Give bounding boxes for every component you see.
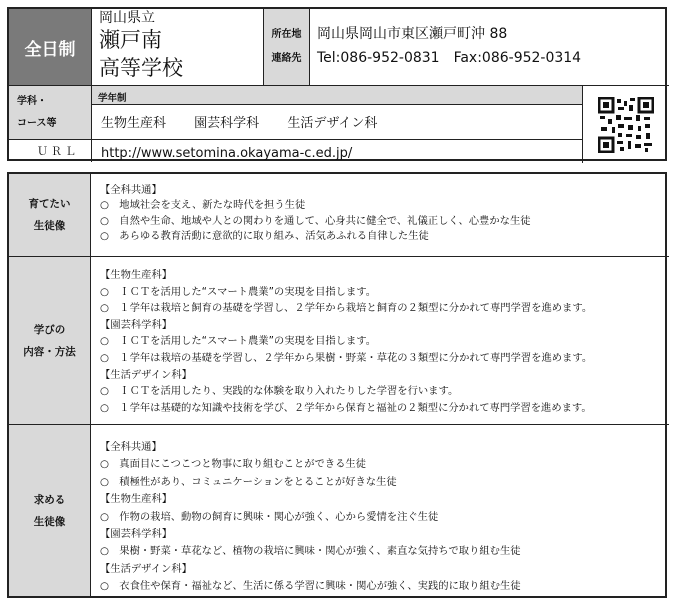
address-label: 所在地 (271, 29, 302, 40)
section-label-ideal-student: 育てたい 生徒像 (9, 174, 91, 256)
list-item: ○ あらゆる教育活動に意欲的に取り組み、活気あふれる自律した生徒 (100, 229, 429, 242)
contact-label: 連絡先 (271, 53, 302, 64)
list-item: ○ 真面目にこつこつと物事に取り組むことができる生徒 (100, 458, 366, 471)
url-label-cell (9, 140, 91, 161)
address-label-cell (264, 9, 309, 85)
url-link[interactable]: http://www.setomina.okayama-c.ed.jp/ (101, 146, 353, 161)
list-item: ○ 作物の栽培、動物の飼育に興味・関心が強く、心から愛情を注ぐ生徒 (100, 510, 439, 523)
section-label-desired-student: 求める 生徒像 (9, 425, 91, 596)
list-item: ○ １学年は栽培の基礎を学習し、２学年から果樹・野菜・草花の３類型に分かれて専門学習を進めます。 (100, 351, 593, 364)
list-item: 【全科共通】 (100, 441, 162, 453)
department-2: 園芸科学科 (194, 116, 260, 131)
list-item: ○ 地域社会を支え、新たな時代を担う生徒 (100, 199, 306, 212)
list-item: 【生物生産科】 (100, 493, 173, 506)
qr-code-icon[interactable] (598, 97, 654, 153)
list-item: ○ 積極性があり、コミュニケーションをとることが好きな生徒 (100, 475, 397, 488)
course-label-cell: 学科・ コース等 (9, 86, 91, 139)
list-item: ○ 衣食住や保育・福祉など、生活に係る学習に興味・関心が強く、実践的に取り組む生徒 (100, 580, 521, 593)
school-prefecture: 岡山県立 (99, 10, 155, 26)
school-profile-table (7, 172, 667, 598)
list-item: 【全科共通】 (100, 184, 162, 196)
section-content-ideal-student (100, 183, 661, 244)
school-name-line2: 高等学校 (99, 56, 183, 80)
list-item: 【生活デザイン科】 (100, 562, 192, 575)
section-content-learning (100, 267, 661, 416)
department-1: 生物生産科 (101, 116, 167, 131)
course-system: 学年制 (98, 93, 127, 104)
list-item: ○ １学年は基礎的な知識や技術を学び、２学年から保育と福祉の２類型に分かれて専門学習を進めます。 (100, 401, 592, 414)
url-label: ＵＲＬ (37, 144, 79, 158)
contact-info (317, 23, 667, 71)
list-item: ○ ＩＣＴを活用したり、実践的な体験を取り入れたりした学習を行います。 (100, 385, 459, 398)
list-item: ○ ＩＣＴを活用した“スマート農業”の実現を目指します。 (100, 335, 377, 348)
url-value-cell (101, 142, 581, 161)
course-system-cell (92, 86, 582, 104)
list-item: ○ １学年は栽培と飼育の基礎を学習し、２学年から栽培と飼育の２類型に分かれて専門学習を進めます。 (100, 302, 593, 315)
list-item: 【園芸科学科】 (100, 318, 173, 331)
phone-value: Tel:086-952-0831 Fax:086-952-0314 (317, 50, 582, 66)
list-item: 【園芸科学科】 (100, 528, 173, 541)
list-item: ○ 果樹・野菜・草花など、植物の栽培に興味・関心が強く、素直な気持ちで取り組む生徒 (100, 545, 521, 558)
department-list (101, 112, 581, 131)
list-item: 【生物生産科】 (100, 269, 173, 281)
department-3: 生活デザイン科 (287, 116, 378, 131)
section-label-learning: 学びの 内容・方法 (9, 257, 91, 424)
school-name (99, 10, 259, 85)
school-type-badge: 全日制 (9, 9, 91, 85)
section-content-desired-student (100, 439, 661, 596)
school-info-table (7, 7, 667, 161)
address-value: 岡山県岡山市東区瀬戸町沖 88 (317, 26, 508, 42)
list-item: ○ ＩＣＴを活用した“スマート農業”の実現を目指します。 (100, 285, 377, 298)
school-name-line1: 瀬戸南 (99, 28, 162, 52)
list-item: 【生活デザイン科】 (100, 368, 192, 381)
list-item: ○ 自然や生命、地域や人との関わりを通して、心身共に健全で、礼儀正しく、心豊かな生徒 (100, 214, 531, 227)
